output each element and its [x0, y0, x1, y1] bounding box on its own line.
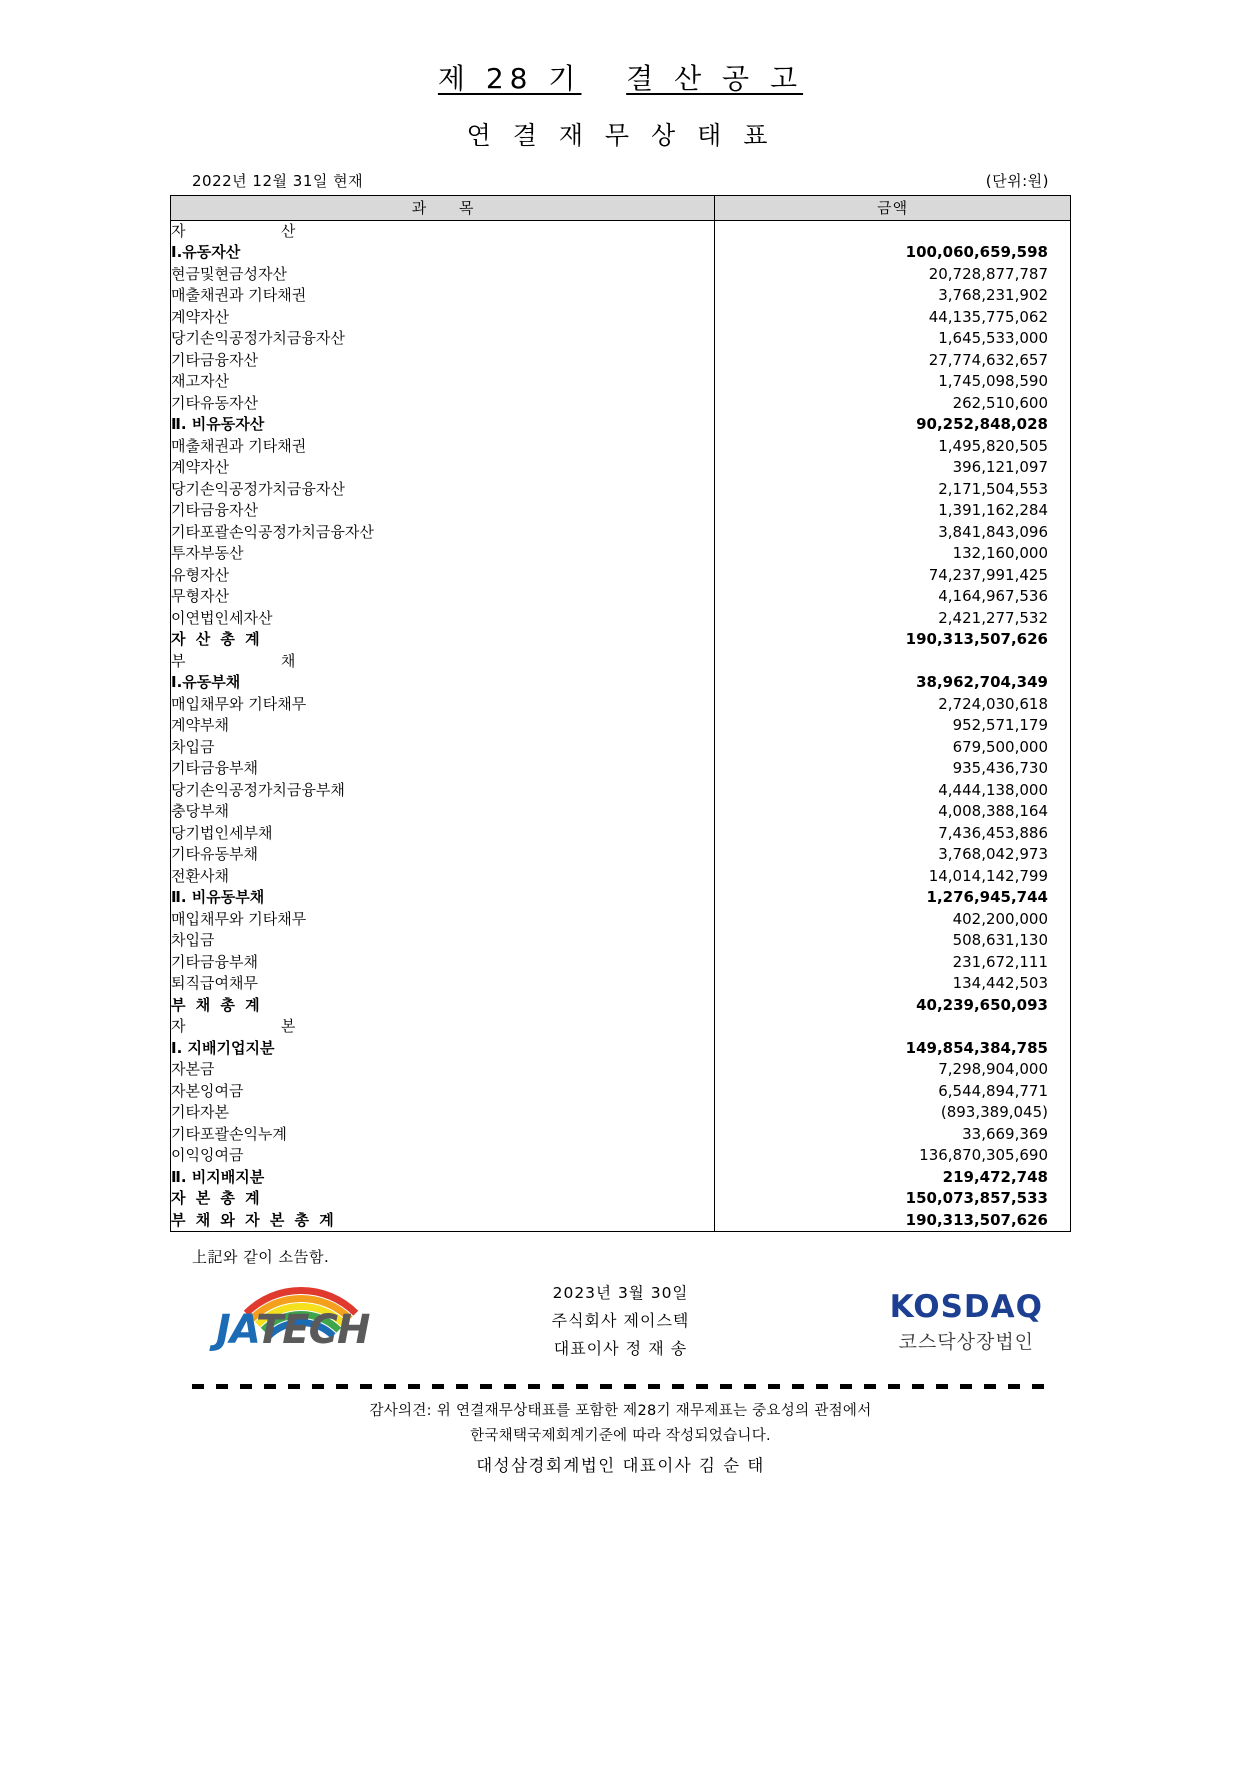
row-label: Ⅱ. 비유동자산: [171, 415, 265, 433]
unit-note: (단위:원): [985, 171, 1049, 190]
balance-sheet-table: [170, 195, 1071, 1233]
table-row: [171, 457, 714, 479]
table-row-amount: [715, 1145, 1070, 1167]
table-row: [171, 995, 714, 1017]
row-amount: 2,724,030,618: [938, 694, 1048, 713]
row-label: 이연법인세자산: [171, 608, 273, 627]
table-row-amount: [715, 1059, 1070, 1081]
table-row-amount: [715, 651, 1070, 673]
table-row: [171, 500, 714, 522]
table-row-amount: [715, 823, 1070, 845]
table-header-row: [171, 195, 1071, 220]
row-label: 당기손익공정가치금융부채: [171, 780, 345, 799]
row-amount: 396,121,097: [952, 458, 1048, 476]
dashed-divider: [192, 1383, 1049, 1389]
table-row: [171, 285, 714, 307]
table-row-amount: [715, 801, 1070, 823]
logo-text-tech: TECH: [256, 1307, 370, 1353]
row-amount: 219,472,748: [942, 1167, 1048, 1186]
row-amount: 402,200,000: [952, 909, 1048, 928]
row-amount: 136,870,305,690: [919, 1146, 1048, 1164]
signature-area: [170, 1273, 1071, 1383]
table-row: [171, 479, 714, 501]
table-row-amount: [715, 500, 1070, 522]
row-amount: 3,768,042,973: [938, 845, 1048, 863]
row-amount: 508,631,130: [952, 931, 1048, 949]
table-row-amount: [715, 457, 1070, 479]
row-amount: 3,768,231,902: [938, 286, 1048, 304]
row-amount: 2,171,504,553: [938, 479, 1048, 498]
row-amount: 149,854,384,785: [905, 1038, 1048, 1057]
table-row-amount: [715, 995, 1070, 1017]
row-amount: 74,237,991,425: [928, 565, 1048, 584]
row-label: 부 채 총 계: [171, 995, 263, 1014]
row-label: 매출채권과 기타채권: [171, 436, 307, 455]
row-amount: 134,442,503: [952, 974, 1048, 992]
row-label: 기타유동부채: [171, 845, 258, 863]
column-header-amount: 금액: [715, 195, 1071, 220]
row-amount: 7,298,904,000: [938, 1060, 1048, 1078]
table-row: [171, 608, 714, 630]
table-row-amount: [715, 543, 1070, 565]
row-amount: [1048, 221, 1070, 243]
audit-opinion-line-1: 감사의견: 위 연결재무상태표를 포함한 제28기 재무제표는 중요성의 관점에서: [369, 1403, 872, 1419]
table-row-amount: [715, 973, 1070, 995]
table-row: [171, 393, 714, 415]
row-label: 퇴직급여채무: [171, 974, 258, 992]
representative-name: 대표이사 정 재 송: [553, 1339, 688, 1358]
table-row: [171, 1145, 714, 1167]
row-amount: 262,510,600: [952, 393, 1048, 412]
row-amount: 4,444,138,000: [938, 780, 1048, 799]
row-amount: 33,669,369: [962, 1124, 1048, 1143]
row-label: 차입금: [171, 931, 215, 949]
table-row: [171, 844, 714, 866]
row-amount: 190,313,507,626: [905, 1210, 1048, 1229]
table-row-amount: [715, 780, 1070, 802]
page-title-term: 제 28 기: [437, 61, 582, 95]
row-amount: 1,745,098,590: [938, 372, 1048, 390]
table-row-amount: [715, 909, 1070, 931]
audit-opinion-line-2: 한국채택국제회계기준에 따라 작성되었습니다.: [470, 1428, 771, 1444]
table-row-amount: [715, 586, 1070, 608]
row-label: 자 산: [171, 221, 296, 240]
table-row-amount: [715, 866, 1070, 888]
row-label: 매입채무와 기타채무: [171, 909, 307, 928]
row-label: Ⅱ. 비유동부채: [171, 888, 265, 906]
financial-statement-page: [0, 19, 1241, 1774]
table-row: [171, 887, 714, 909]
table-row-amount: [715, 221, 1070, 243]
table-row: [171, 543, 714, 565]
table-row-amount: [715, 715, 1070, 737]
row-label: 기타포괄손익공정가치금융자산: [171, 522, 374, 541]
auditor-name: 대성삼경회계법인 대표이사 김 순 태: [476, 1456, 765, 1475]
table-row: [171, 758, 714, 780]
table-row: [171, 328, 714, 350]
table-row: [171, 1210, 714, 1232]
table-row-amount: [715, 1210, 1070, 1232]
document-footer: [170, 1246, 1071, 1478]
row-label: 자 산 총 계: [171, 630, 263, 648]
kosdaq-label: 코스닥상장법인: [898, 1331, 1035, 1353]
row-amount: 2,421,277,532: [938, 608, 1048, 627]
table-row-amount: [715, 1038, 1070, 1060]
table-row-amount: [715, 522, 1070, 544]
table-row-amount: [715, 242, 1070, 264]
row-amount: 1,276,945,744: [926, 888, 1048, 906]
row-amount: 1,391,162,284: [938, 501, 1048, 519]
row-amount: [1048, 651, 1070, 673]
kosdaq-badge: [890, 1289, 1043, 1354]
table-row: [171, 823, 714, 845]
table-row: [171, 672, 714, 694]
row-amount: 679,500,000: [952, 737, 1048, 756]
row-amount: 190,313,507,626: [905, 630, 1048, 648]
table-row-amount: [715, 1016, 1070, 1038]
row-amount: 7,436,453,886: [938, 823, 1048, 842]
row-label: 당기법인세부채: [171, 823, 273, 842]
row-amount: 4,008,388,164: [938, 802, 1048, 820]
row-label: 무형자산: [171, 587, 229, 605]
table-body-row: [171, 220, 1071, 1232]
table-row: [171, 221, 714, 243]
kosdaq-wordmark: KOSDAQ: [889, 1289, 1043, 1325]
row-amount: 90,252,848,028: [916, 415, 1048, 433]
row-label: 계약자산: [171, 307, 229, 326]
table-row: [171, 371, 714, 393]
logo-text-ja: JA: [216, 1307, 257, 1353]
table-row-amount: [715, 328, 1070, 350]
audit-opinion: [170, 1399, 1071, 1478]
row-label: 기타금융부채: [171, 759, 258, 777]
row-label: 충당부채: [171, 802, 229, 820]
row-label: 유형자산: [171, 565, 229, 584]
row-amount: 38,962,704,349: [916, 673, 1048, 691]
row-label: 매입채무와 기타채무: [171, 694, 307, 713]
table-row-amount: [715, 629, 1070, 651]
row-label: 당기손익공정가치금융자산: [171, 329, 345, 347]
table-row-amount: [715, 737, 1070, 759]
table-row-amount: [715, 952, 1070, 974]
table-row-amount: [715, 307, 1070, 329]
table-row: [171, 307, 714, 329]
row-label: 당기손익공정가치금융자산: [171, 479, 345, 498]
table-row: [171, 1059, 714, 1081]
statement-meta: [170, 170, 1071, 191]
table-row-amount: [715, 694, 1070, 716]
amount-column-cell: [715, 220, 1071, 1232]
row-label: 전환사채: [171, 866, 229, 885]
table-row-amount: [715, 350, 1070, 372]
sign-date: 2023년 3월 30일: [552, 1284, 689, 1302]
table-row: [171, 737, 714, 759]
row-label: 기타금융부채: [171, 952, 258, 971]
table-row: [171, 565, 714, 587]
row-amount: [1048, 1016, 1070, 1038]
row-label: Ⅰ. 지배기업지분: [171, 1038, 275, 1057]
table-row-amount: [715, 1167, 1070, 1189]
table-row: [171, 522, 714, 544]
column-header-item-label: 과 목: [411, 199, 488, 217]
row-label: 자본금: [171, 1060, 215, 1078]
table-row: [171, 350, 714, 372]
table-row: [171, 1188, 714, 1210]
row-amount: 40,239,650,093: [916, 995, 1048, 1014]
amount-rows: [715, 221, 1070, 1232]
row-amount: (893,389,045): [940, 1103, 1048, 1121]
row-amount: 14,014,142,799: [928, 866, 1048, 885]
row-amount: 935,436,730: [952, 759, 1048, 777]
row-label: Ⅱ. 비지배지분: [171, 1167, 265, 1186]
table-row: [171, 414, 714, 436]
table-row-amount: [715, 758, 1070, 780]
table-row: [171, 909, 714, 931]
table-row: [171, 780, 714, 802]
row-label: 현금및현금성자산: [171, 264, 287, 283]
table-row: [171, 629, 714, 651]
table-row: [171, 952, 714, 974]
table-row-amount: [715, 371, 1070, 393]
announcement-note: 上記와 같이 소告함.: [192, 1248, 330, 1266]
row-label: 부 채 와 자 본 총 계: [171, 1210, 337, 1229]
table-row: [171, 973, 714, 995]
table-row: [171, 264, 714, 286]
page-title: [170, 19, 1071, 97]
row-amount: 3,841,843,096: [938, 522, 1048, 541]
item-rows: [171, 221, 714, 1232]
row-amount: 952,571,179: [952, 716, 1048, 734]
row-label: 이익잉여금: [171, 1146, 244, 1164]
row-amount: 44,135,775,062: [928, 307, 1048, 326]
company-name: 주식회사 제이스텍: [551, 1311, 690, 1330]
table-row: [171, 801, 714, 823]
row-label: 기타포괄손익누계: [171, 1124, 287, 1143]
table-row-amount: [715, 285, 1070, 307]
row-label: 기타유동자산: [171, 393, 258, 412]
table-row-amount: [715, 414, 1070, 436]
row-amount: 231,672,111: [952, 952, 1048, 971]
table-row-amount: [715, 844, 1070, 866]
row-amount: 20,728,877,787: [928, 264, 1048, 283]
table-row: [171, 715, 714, 737]
row-amount: 1,495,820,505: [938, 436, 1048, 455]
row-label: 자본잉여금: [171, 1081, 244, 1100]
table-row: [171, 436, 714, 458]
table-row: [171, 866, 714, 888]
table-row-amount: [715, 436, 1070, 458]
table-row-amount: [715, 930, 1070, 952]
table-row: [171, 1038, 714, 1060]
table-row-amount: [715, 1188, 1070, 1210]
page-subtitle: 연 결 재 무 상 태 표: [466, 120, 775, 150]
row-label: 자 본: [171, 1017, 296, 1035]
table-row: [171, 1081, 714, 1103]
row-label: Ⅰ.유동자산: [171, 243, 241, 261]
table-row-amount: [715, 264, 1070, 286]
row-label: 계약자산: [171, 458, 229, 476]
row-label: 매출채권과 기타채권: [171, 286, 307, 304]
table-row-amount: [715, 565, 1070, 587]
column-header-item: [171, 195, 715, 220]
table-row-amount: [715, 393, 1070, 415]
row-amount: 27,774,632,657: [928, 350, 1048, 369]
table-row-amount: [715, 887, 1070, 909]
table-row: [171, 930, 714, 952]
row-label: 자 본 총 계: [171, 1189, 263, 1207]
row-amount: 4,164,967,536: [938, 587, 1048, 605]
row-label: 기타금융자산: [171, 501, 258, 519]
item-column-cell: [171, 220, 715, 1232]
row-label: 기타자본: [171, 1103, 229, 1121]
table-row-amount: [715, 672, 1070, 694]
table-row: [171, 694, 714, 716]
row-amount: 132,160,000: [952, 544, 1048, 562]
row-amount: 1,645,533,000: [938, 329, 1048, 347]
table-row: [171, 586, 714, 608]
table-row-amount: [715, 479, 1070, 501]
row-amount: 100,060,659,598: [905, 243, 1048, 261]
row-label: 차입금: [171, 737, 215, 756]
as-of-date: 2022년 12월 31일 현재: [192, 171, 364, 190]
table-row: [171, 1016, 714, 1038]
table-row: [171, 1124, 714, 1146]
table-row-amount: [715, 1081, 1070, 1103]
table-row-amount: [715, 1102, 1070, 1124]
row-amount: 150,073,857,533: [905, 1189, 1048, 1207]
row-label: 기타금융자산: [171, 350, 258, 369]
row-label: 투자부동산: [171, 544, 244, 562]
page-title-main: 결 산 공 고: [626, 61, 804, 95]
row-label: 계약부채: [171, 716, 229, 734]
row-amount: 6,544,894,771: [938, 1081, 1048, 1100]
table-row: [171, 651, 714, 673]
table-row-amount: [715, 608, 1070, 630]
row-label: 부 채: [171, 651, 296, 670]
table-row: [171, 1102, 714, 1124]
row-label: 재고자산: [171, 372, 229, 390]
table-row: [171, 1167, 714, 1189]
row-label: Ⅰ.유동부채: [171, 673, 241, 691]
table-row-amount: [715, 1124, 1070, 1146]
table-row: [171, 242, 714, 264]
